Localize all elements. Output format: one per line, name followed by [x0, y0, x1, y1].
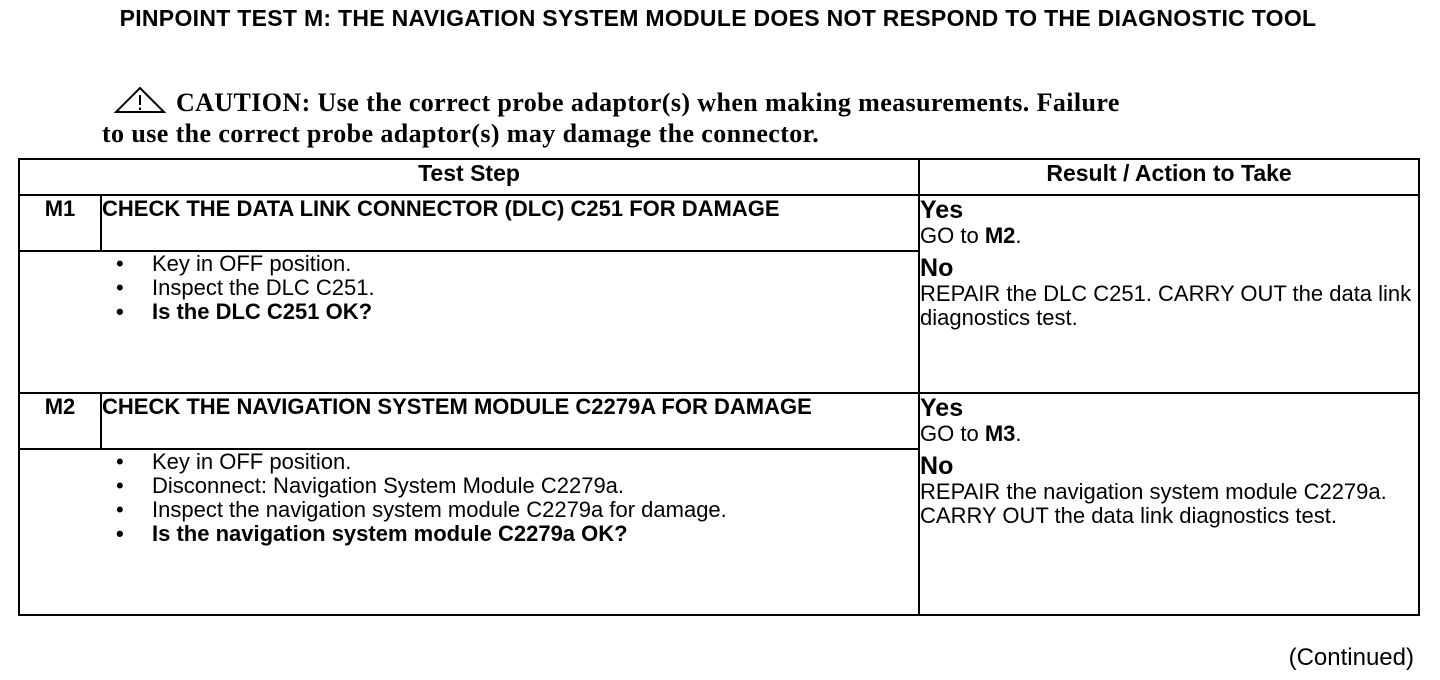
- caution-line-2: to use the correct probe adaptor(s) may damage the connector.: [102, 119, 820, 148]
- bullet-glyph: •: [116, 497, 124, 522]
- step-m2-result: [919, 393, 1419, 615]
- list-item: [20, 450, 918, 474]
- bullet-glyph: •: [116, 473, 124, 498]
- yes-action: [920, 422, 1418, 446]
- bullet-glyph: •: [116, 275, 124, 300]
- list-item: [20, 522, 918, 546]
- bullet-text: Inspect the navigation system module C2279a for damage.: [152, 497, 727, 522]
- bullet-text: Is the navigation system module C2279a OK?: [152, 521, 628, 546]
- list-item: [20, 498, 918, 522]
- bullet-glyph: •: [116, 299, 124, 324]
- page-title: PINPOINT TEST M: THE NAVIGATION SYSTEM MODULE DOES NOT RESPOND TO THE DIAGNOSTIC TOOL: [119, 5, 1317, 31]
- pinpoint-test-table: [18, 158, 1420, 616]
- yes-action-target: M3: [984, 421, 1016, 446]
- bullet-text: Disconnect: Navigation System Module C2279a.: [152, 473, 625, 498]
- step-heading: CHECK THE NAVIGATION SYSTEM MODULE C2279A FOR DAMAGE: [101, 393, 919, 449]
- bullet-text: Key in OFF position.: [152, 449, 352, 474]
- list-item: [20, 276, 918, 300]
- caution-line-1: CAUTION: Use the correct probe adaptor(s) when making measurements. Failure: [176, 88, 1120, 117]
- bullet-glyph: •: [116, 521, 124, 546]
- continued-label: (Continued): [1288, 644, 1414, 671]
- yes-action-suffix: .: [1015, 223, 1022, 248]
- caution-notice: [102, 86, 1342, 149]
- yes-action: [920, 224, 1418, 248]
- bullet-text: Is the DLC C251 OK?: [152, 299, 373, 324]
- step-body: [19, 251, 919, 393]
- yes-action-target: M2: [984, 223, 1016, 248]
- bullet-glyph: •: [116, 449, 124, 474]
- step-body: [19, 449, 919, 615]
- step-id: M2: [19, 393, 101, 449]
- list-item: [20, 252, 918, 276]
- step-heading: CHECK THE DATA LINK CONNECTOR (DLC) C251 FOR DAMAGE: [101, 195, 919, 251]
- yes-action-suffix: .: [1015, 421, 1022, 446]
- yes-action-prefix: GO to: [920, 421, 985, 446]
- no-action: REPAIR the navigation system module C2279a. CARRY OUT the data link diagnostics test.: [920, 479, 1387, 528]
- no-label: No: [920, 254, 954, 282]
- result-header: Result / Action to Take: [919, 159, 1419, 195]
- yes-label: Yes: [920, 196, 964, 224]
- test-step-header: Test Step: [19, 159, 919, 195]
- yes-label: Yes: [920, 394, 964, 422]
- yes-action-prefix: GO to: [920, 223, 985, 248]
- bullet-text: Key in OFF position.: [152, 251, 352, 276]
- no-label: No: [920, 452, 954, 480]
- step-bullet-list: [20, 450, 918, 546]
- list-item: [20, 300, 918, 324]
- step-m1-heading-row: [19, 195, 1419, 251]
- step-id: M1: [19, 195, 101, 251]
- step-m2-heading-row: [19, 393, 1419, 449]
- bullet-glyph: •: [116, 251, 124, 276]
- bullet-text: Inspect the DLC C251.: [152, 275, 375, 300]
- step-bullet-list: [20, 252, 918, 324]
- list-item: [20, 474, 918, 498]
- no-action: REPAIR the DLC C251. CARRY OUT the data link diagnostics test.: [920, 281, 1412, 330]
- table-header-row: [19, 159, 1419, 195]
- step-m1-result: [919, 195, 1419, 393]
- warning-triangle-icon: [114, 86, 166, 114]
